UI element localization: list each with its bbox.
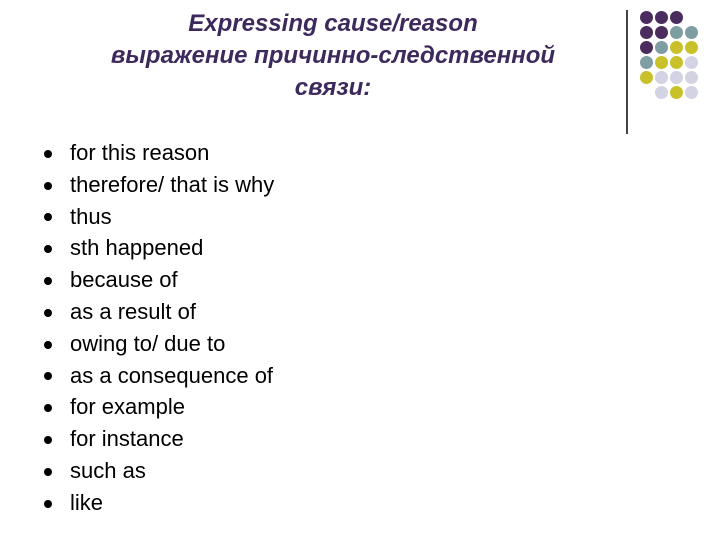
list-item-text: like [70,489,104,515]
list-item-text: sth happened [70,235,204,261]
decorative-dot [655,41,668,54]
list-item-text: for instance [70,426,184,452]
decorative-dot [670,41,683,54]
list-item-text: therefore/ that is why [70,171,275,197]
decorative-dot [685,86,698,99]
bullet-icon [44,150,52,158]
bullet-icon [44,436,52,444]
bullet-icon [44,404,52,412]
title-line-3: связи: [294,74,372,101]
decorative-dot [655,11,668,24]
decorative-dot [670,11,683,24]
decorative-dot [655,56,668,69]
list-item-text: such as [70,457,146,483]
bullet-icon [44,341,52,349]
decorative-dot [640,41,653,54]
decorative-dot [640,11,653,24]
bullet-icon [44,182,52,190]
title-line-2: выражение причинно-следственной [110,42,556,69]
list-item-text: as a consequence of [70,362,274,388]
bullet-icon [44,213,52,221]
bullet-icon [44,309,52,317]
decorative-dot-grid [640,11,710,121]
vertical-divider [626,10,628,134]
decorative-dot [670,56,683,69]
decorative-dot [685,41,698,54]
list-item-text: for example [70,394,185,420]
title-line-1: Expressing cause/reason [188,10,478,37]
decorative-dot [655,86,668,99]
list-item-text: for this reason [70,140,210,165]
bullet-icon [44,468,52,476]
decorative-dot [685,71,698,84]
bullet-icon [44,372,52,380]
decorative-dot [640,26,653,39]
bullet-icon [44,500,52,508]
decorative-dot [685,56,698,69]
decorative-dot [685,26,698,39]
list-item-text: because of [70,267,178,293]
decorative-dot [640,56,653,69]
decorative-dot [670,86,683,99]
list-item-text: thus [70,203,112,229]
decorative-dot [670,71,683,84]
bullet-icon [44,277,52,285]
decorative-dot [655,71,668,84]
decorative-dot [640,71,653,84]
slide-title [40,8,626,104]
list-item-text: owing to/ due to [70,330,226,356]
decorative-dot [670,26,683,39]
bullet-icon [44,245,52,253]
decorative-dot [655,26,668,39]
list-item-text: as a result of [70,298,196,324]
